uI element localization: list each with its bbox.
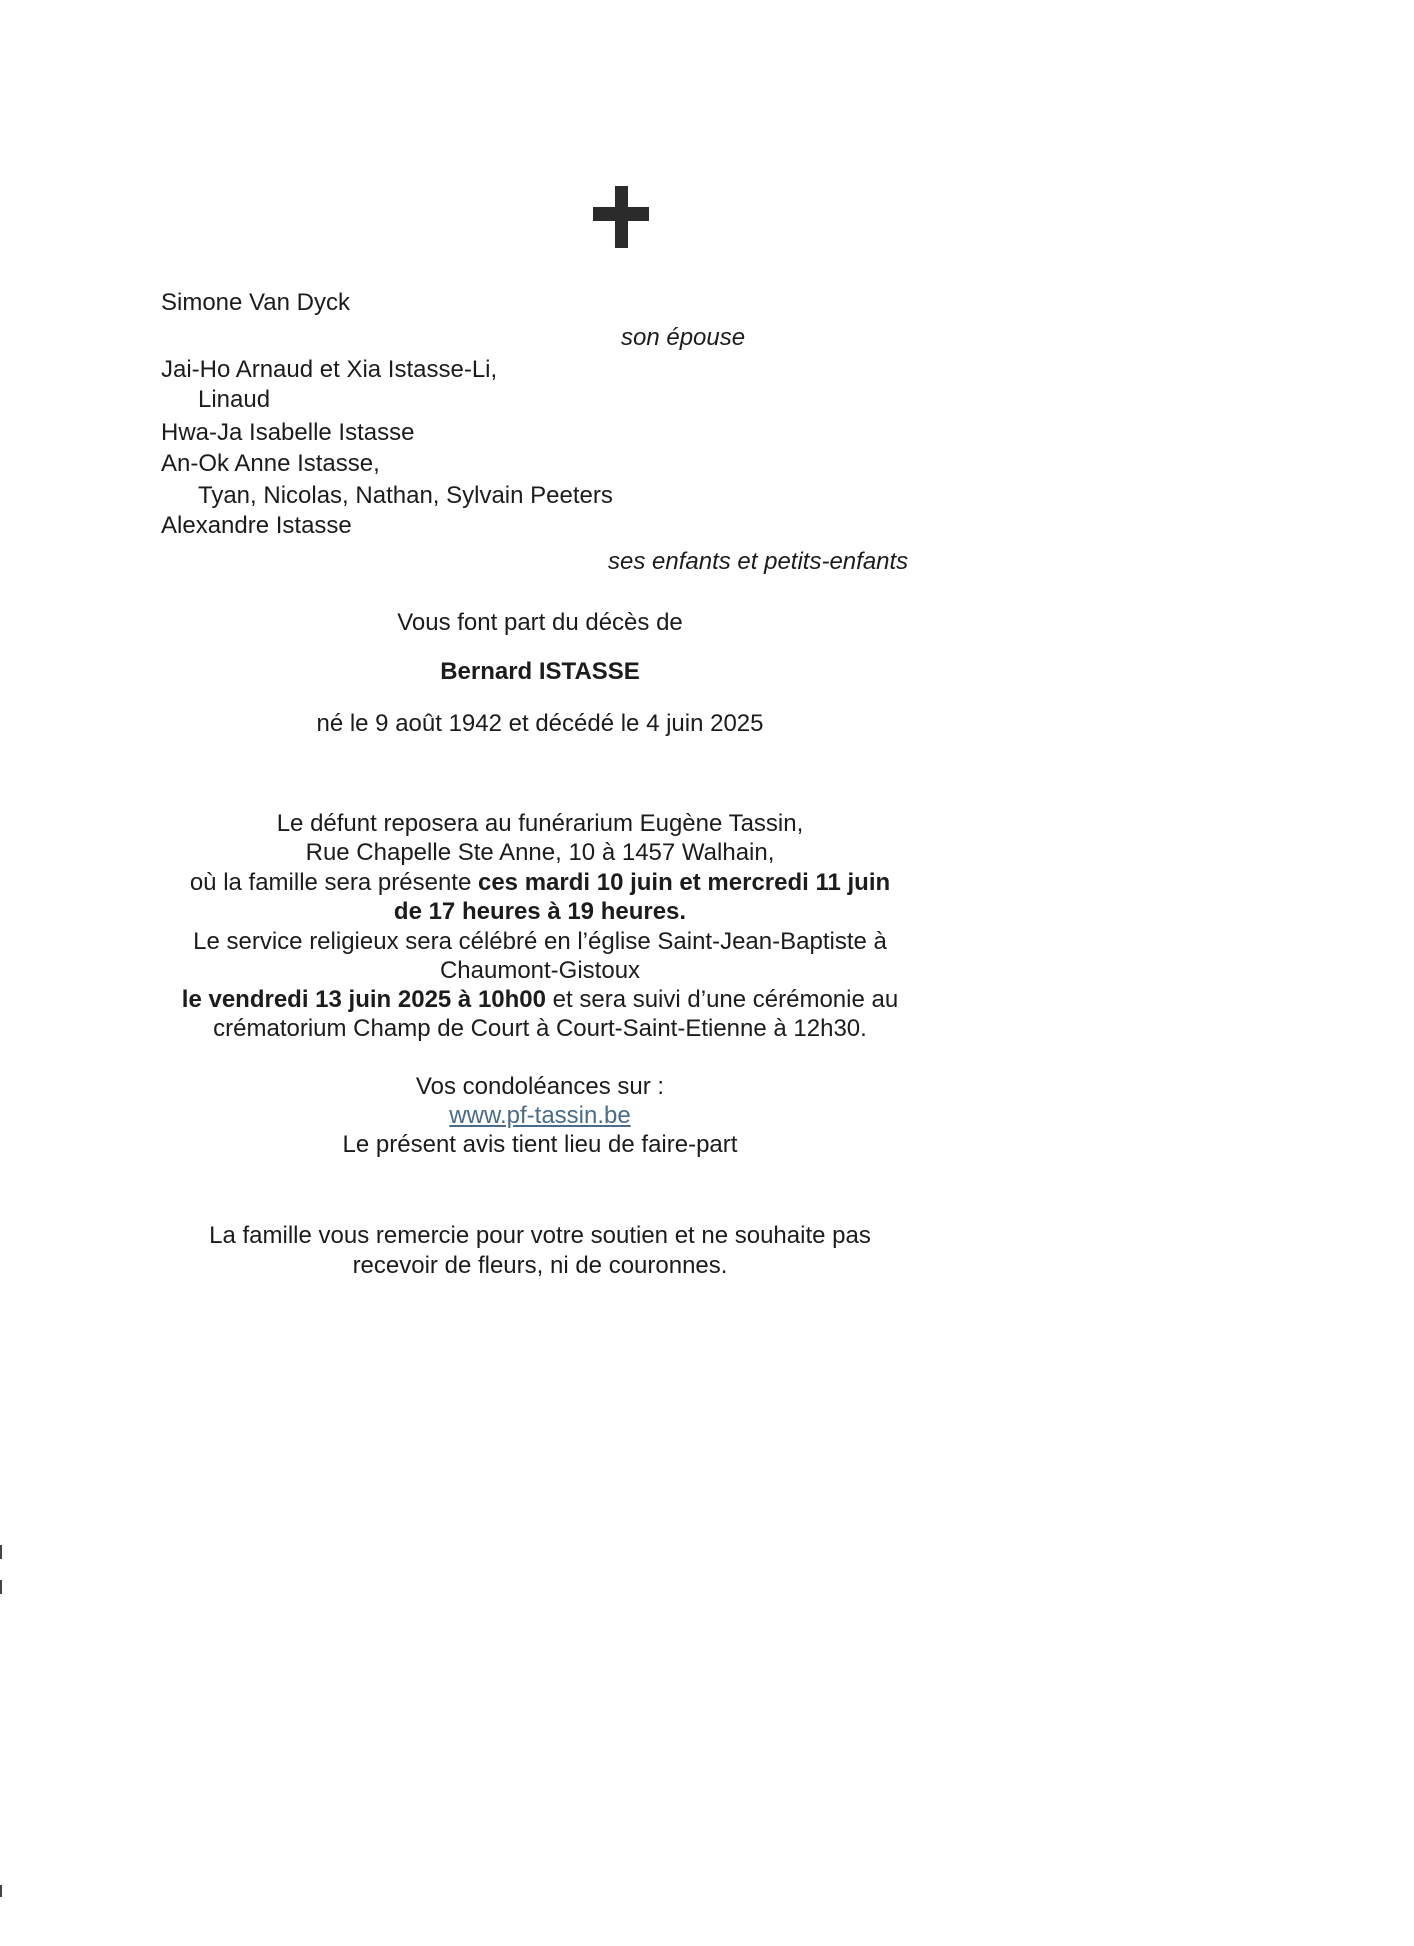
children-label: ses enfants et petits-enfants	[608, 548, 909, 575]
spouse-name: Simone Van Dyck	[161, 289, 350, 316]
grandchild-line: Tyan, Nicolas, Nathan, Sylvain Peeters	[198, 482, 613, 509]
arrangements-line: Rue Chapelle Ste Anne, 10 à 1457 Walhain,	[305, 839, 775, 866]
child-line: Jai-Ho Arnaud et Xia Istasse-Li,	[161, 356, 498, 383]
visitation-text: où la famille sera présente	[189, 869, 478, 896]
condolences-link[interactable]: www.pf-tassin.be	[449, 1102, 631, 1129]
child-line: Hwa-Ja Isabelle Istasse	[161, 419, 415, 446]
scan-mark	[0, 1545, 2, 1559]
arrangements-line: Le défunt reposera au funérarium Eugène Tassin,	[276, 810, 804, 837]
arrangements-line: crématorium Champ de Court à Court-Saint-Etienne à 12h30.	[213, 1015, 867, 1042]
life-dates: né le 9 août 1942 et décédé le 4 juin 2025	[316, 710, 764, 737]
condolences-label: Vos condoléances sur :	[415, 1073, 665, 1100]
arrangements-line	[0, 985, 1080, 1014]
scan-mark	[0, 1885, 2, 1897]
arrangements-line: Chaumont-Gistoux	[439, 957, 641, 984]
visitation-dates: ces mardi 10 juin et mercredi 11 juin	[477, 869, 891, 896]
arrangements-line: Le service religieux sera célébré en l’église Saint-Jean-Baptiste à	[193, 928, 887, 955]
deceased-name: Bernard ISTASSE	[440, 658, 640, 685]
cross-icon	[593, 186, 649, 248]
child-line: An-Ok Anne Istasse,	[161, 450, 380, 477]
grandchild-line: Linaud	[198, 386, 271, 413]
notice-text: Le présent avis tient lieu de faire-part	[342, 1131, 738, 1158]
spouse-label: son épouse	[621, 324, 746, 351]
arrangements-line	[0, 868, 1080, 897]
condolences-link-row	[0, 1101, 1080, 1130]
service-date: le vendredi 13 juin 2025 à 10h00	[181, 986, 546, 1013]
visitation-hours: de 17 heures à 19 heures.	[393, 898, 687, 925]
service-text: et sera suivi d’une cérémonie au	[546, 986, 899, 1013]
closing-line: La famille vous remercie pour votre soutien et ne souhaite pas	[209, 1222, 871, 1249]
closing-line: recevoir de fleurs, ni de couronnes.	[352, 1252, 728, 1279]
announcement-intro: Vous font part du décès de	[397, 609, 683, 636]
scan-mark	[0, 1580, 2, 1594]
child-line: Alexandre Istasse	[161, 512, 352, 539]
